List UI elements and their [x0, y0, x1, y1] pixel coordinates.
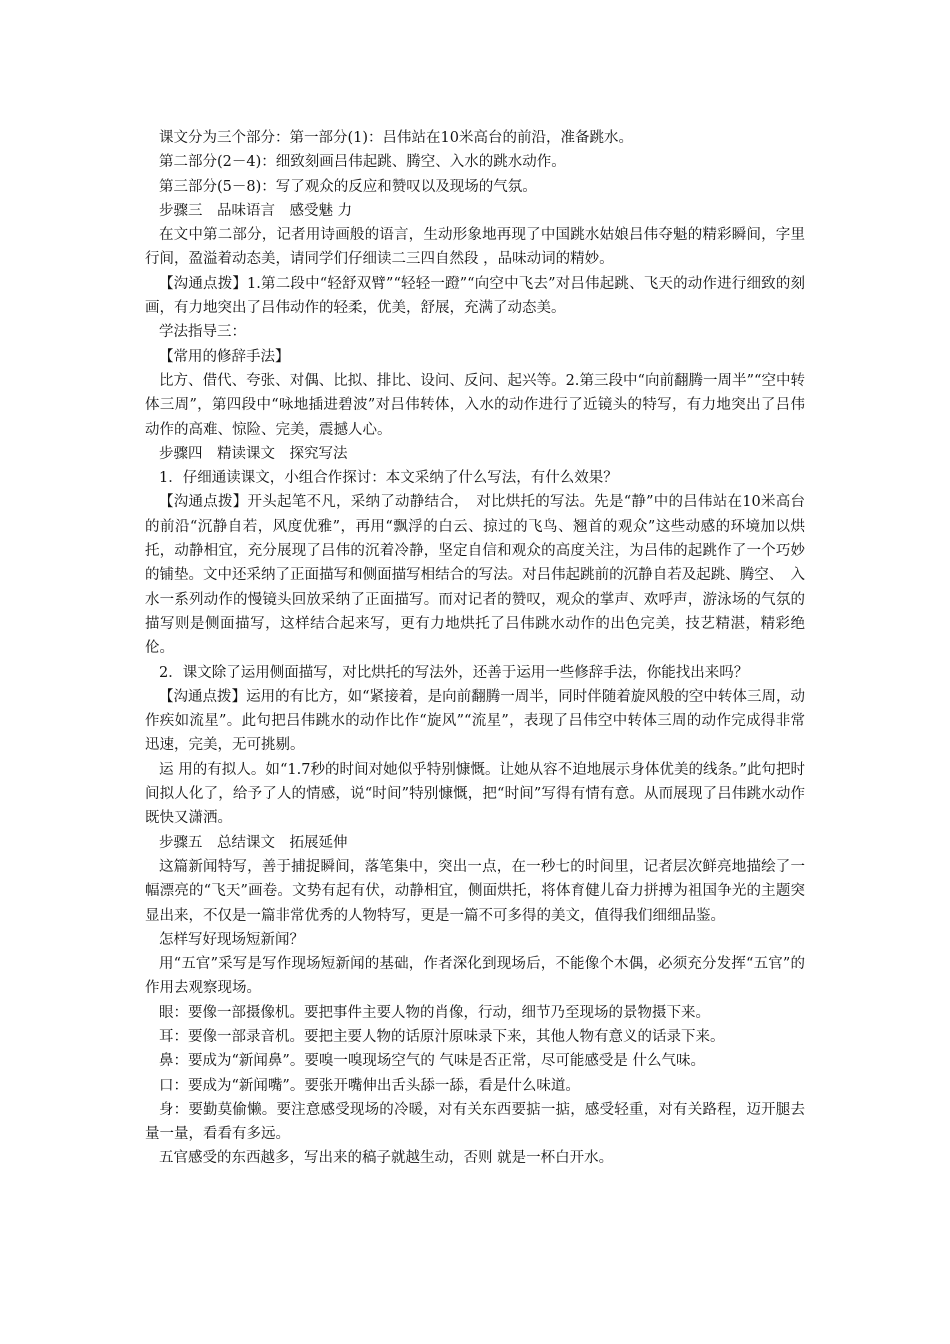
paragraph: 耳：要像一部录音机。要把主要人物的话原汁原味录下来，其他人物有意义的话录下来。	[159, 1028, 725, 1045]
paragraph: 口：要成为“新闻嘴”。要张开嘴伸出舌头舔一舔，看是什么味道。	[159, 1077, 580, 1094]
paragraph: 身：要勤莫偷懒。要注意感受现场的冷暖，对有关东西要掂一掂，感受轻重，对有关路程，迈开腿去量一量，看看有多远。	[145, 1101, 805, 1143]
section-heading: 步骤五 总结课文 拓展延伸	[159, 834, 348, 851]
paragraph: 2．课文除了运用侧面描写，对比烘托的写法外，还善于运用一些修辞手法，你能找出来吗？	[159, 664, 749, 681]
paragraph: 五官感受的东西越多，写出来的稿子就越生动，否则 就是一杯白开水。	[159, 1150, 614, 1167]
paragraph: 这篇新闻特写，善于捕捉瞬间，落笔集中，突出一点，在一秒七的时间里，记者层次鲜亮地描绘了一幅漂亮的“飞天”画卷。文势有起有伏，动静相宜，侧面烘托，将体育健儿奋力拼搏为祖国争光的主题突显出来，不仅是一篇非常优秀的人物特写，更是一篇不可多得的美文，值得我们细细品鉴。	[145, 858, 805, 924]
section-heading: 怎样写好现场短新闻？	[159, 931, 304, 948]
paragraph: 鼻：要成为“新闻鼻”。要嗅一嗅现场空气的 气味是否正常，尽可能感受是 什么气味。	[159, 1053, 706, 1070]
section-heading: 步骤四 精读课文 探究写法	[159, 445, 348, 462]
paragraph: 眼：要像一部摄像机。要把事件主要人物的肖像，行动，细节乃至现场的景物摄下来。	[159, 1004, 710, 1021]
paragraph: 比方、借代、夸张、对偶、比拟、排比、设问、反问、起兴等。2.第三段中“向前翻腾一周半”“空中转体三周”，第四段中“咏地插进碧波”对吕伟转体，入水的动作进行了近镜头的特写，有力地突出了吕伟动作的高难、惊险、完美，震撼人心。	[145, 372, 805, 438]
paragraph: 运 用的有拟人。如“1.7秒的时间对她似乎特别慷慨。让她从容不迫地展示身体优美的线条。”此句把时间拟人化了，给予了人的情感，说“时间”特别慷慨，把“时间”写得有情有意。从而展现了吕伟跳水动作既快又潇洒。	[145, 761, 805, 827]
paragraph: 在文中第二部分，记者用诗画般的语言，生动形象地再现了中国跳水姑娘吕伟夺魁的精彩瞬间，字里行间，盈溢着动态美，请同学们仔细读二三四自然段 ，品味动词的精妙。	[145, 227, 805, 268]
paragraph: 第三部分(5－8)：写了观众的反应和赞叹以及现场的气氛。	[159, 178, 537, 195]
section-heading: 步骤三 品味语言 感受魅 力	[159, 202, 353, 219]
paragraph: 1．仔细通读课文，小组合作探讨：本文采纳了什么写法，有什么效果？	[159, 470, 618, 487]
section-heading: 【常用的修辞手法】	[159, 348, 290, 365]
document-body	[145, 126, 805, 1171]
paragraph: 【沟通点拨】开头起笔不凡，采纳了动静结合， 对比烘托的写法。先是“静”中的吕伟站在10米高台的前沿“沉静自若，风度优雅”，再用“飘浮的白云、掠过的飞鸟、翘首的观众”这些动感的环境加以烘托，动静相宜，充分展现了吕伟的沉着冷静，坚定自信和观众的高度关注，为吕伟的起跳作了一个巧妙的铺垫。文中还采纳了正面描写和侧面描写相结合的写法。对吕伟起跳前的沉静自若及起跳、腾空、 入水一系列动作的慢镜头回放采纳了正面描写。而对记者的赞叹，观众的掌声、欢呼声，游泳场的气氛的描写则是侧面描写，这样结合起来写，更有力地烘托了吕伟跳水动作的出色完美，技艺精湛，精彩绝伦。	[145, 494, 805, 657]
paragraph: 【沟通点拨】1.第二段中“轻舒双臂”“轻轻一蹬”“向空中飞去”对吕伟起跳、飞天的动作进行细致的刻画，有力地突出了吕伟动作的轻柔，优美，舒展，充满了动态美。	[145, 275, 805, 317]
section-heading: 学法指导三：	[159, 324, 246, 341]
paragraph: 第二部分(2－4)：细致刻画吕伟起跳、腾空、入水的跳水动作。	[159, 154, 566, 171]
paragraph: 用“五官”采写是写作现场短新闻的基础，作者深化到现场后，不能像个木偶，必须充分发挥“五官”的作用去观察现场。	[145, 956, 805, 997]
paragraph: 【沟通点拨】运用的有比方，如“紧接着，是向前翻腾一周半，同时伴随着旋风般的空中转体三周，动作疾如流星”。此句把吕伟跳水的动作比作“旋风”“流星”，表现了吕伟空中转体三周的动作完成得非常迅速，完美，无可挑剔。	[145, 688, 805, 754]
paragraph: 课文分为三个部分：第一部分(1)：吕伟站在10米高台的前沿，准备跳水。	[159, 130, 633, 146]
